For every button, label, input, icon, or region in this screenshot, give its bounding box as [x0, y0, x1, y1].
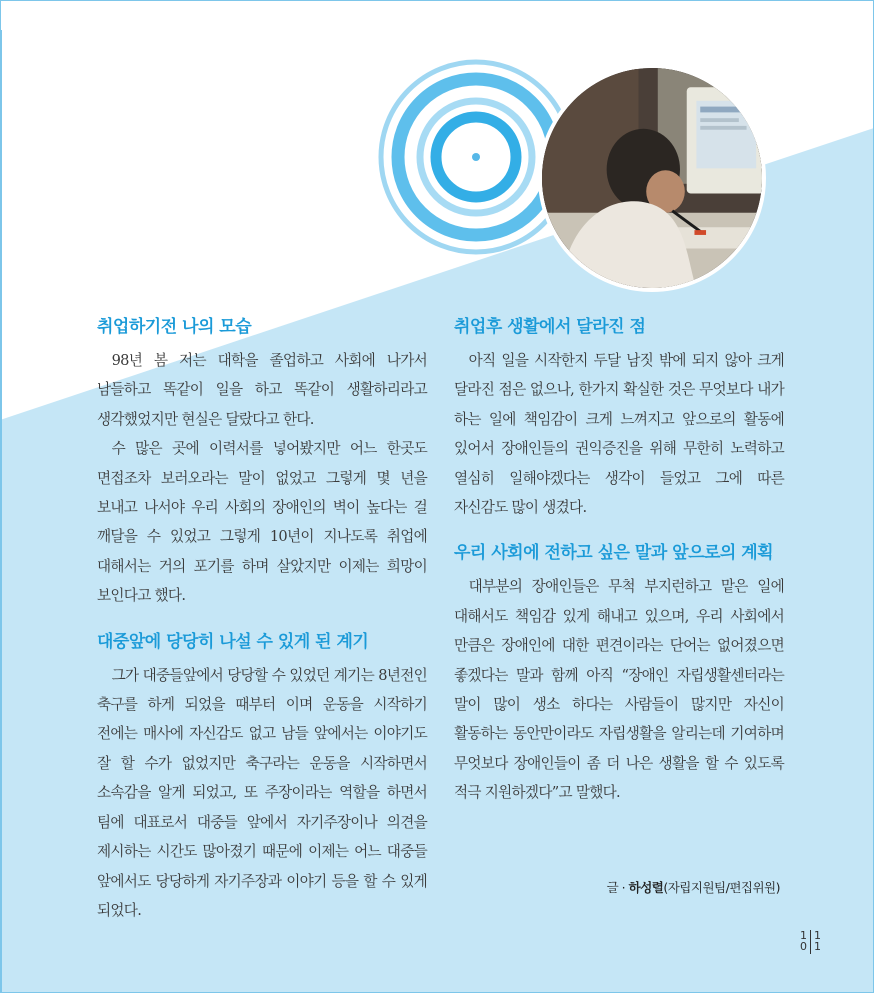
paragraph: 아직 일을 시작한지 두달 남짓 밖에 되지 않아 크게 달라진 점은 없으나, 한가지 확실한 것은 무엇보다 내가 하는 일에 책임감이 크게 느껴지고 앞으로의 활동에 있어서 장애인들의 권익증진을 위해 무한히 노력하고 열심히 일해야겠다는 생각이 들었고 그에 따른 자신감도 많이 생겼다.	[454, 352, 784, 517]
author-role: (자립지원팀/편집위원)	[663, 880, 780, 895]
page-digit: 1	[814, 929, 821, 942]
paragraph: 그가 대중들앞에서 당당할 수 있었던 계기는 8년전인 축구를 하게 되었을 때부터 이며 운동을 시작하기 전에는 매사에 자신감도 없고 남들 앞에서는 이야기도 잘 할 수가 없었지만 축구라는 운동을 시작하면서 소속감을 알게 되었고, 또 주장이라는 역할을 하면서 팀에 대표로서 대중들 앞에서 자기주장이나 의견을 제시하는 시간도 많아졌기 때문에 이제는 어느 대중들 앞에서도 당당하게 자기주장과 이야기 등을 할 수 있게 되었다.	[97, 666, 427, 919]
section-heading: 우리 사회에 전하고 싶은 말과 앞으로의 계획	[454, 543, 774, 564]
paragraph: 98년 봄 저는 대학을 졸업하고 사회에 나가서 남들하고 똑같이 일을 하고 똑같이 생활하리라고 생각했었지만 현실은 달랐다고 한다.	[97, 352, 427, 428]
section-heading: 취업후 생활에서 달라진 점	[454, 317, 646, 337]
paragraph: 대부분의 장애인들은 무척 부지런하고 맡은 일에 대해서도 책임감 있게 해내고 있으며, 우리 사회에서 만큼은 장애인에 대한 편견이라는 단어는 없어졌으면 좋겠다는 말과 함께 아직 “장애인 자립생활센터라는 말이 많이 생소 하다는 사람들이 많지만 자신이 활동하는 동안만이라도 자립생활을 알리는데 기여하며 무엇보다 장애인들이 좀 더 나은 생활을 할 수 있도록 적극 지원하겠다”고 말했다.	[454, 578, 784, 802]
author-name: 하성렬	[628, 880, 664, 895]
section-heading: 대중앞에 당당히 나설 수 있게 된 계기	[97, 631, 369, 652]
page-digit: 1	[814, 940, 821, 953]
author-prefix: 글 ·	[606, 880, 629, 895]
page-digit: 0	[800, 940, 807, 953]
section-heading: 취업하기전 나의 모습	[97, 317, 252, 337]
page-digit: 1	[800, 929, 807, 942]
paragraph: 수 많은 곳에 이력서를 넣어봤지만 어느 한곳도 면접조차 보러오라는 말이 없었고 그렇게 몇 년을 보내고 나서야 우리 사회의 장애인의 벽이 높다는 걸 깨달을 수 있었고 그렇게 10년이 지나도록 취업에 대해서는 거의 포기를 하며 살았지만 이제는 희망이 보인다고 했다.	[97, 440, 427, 605]
